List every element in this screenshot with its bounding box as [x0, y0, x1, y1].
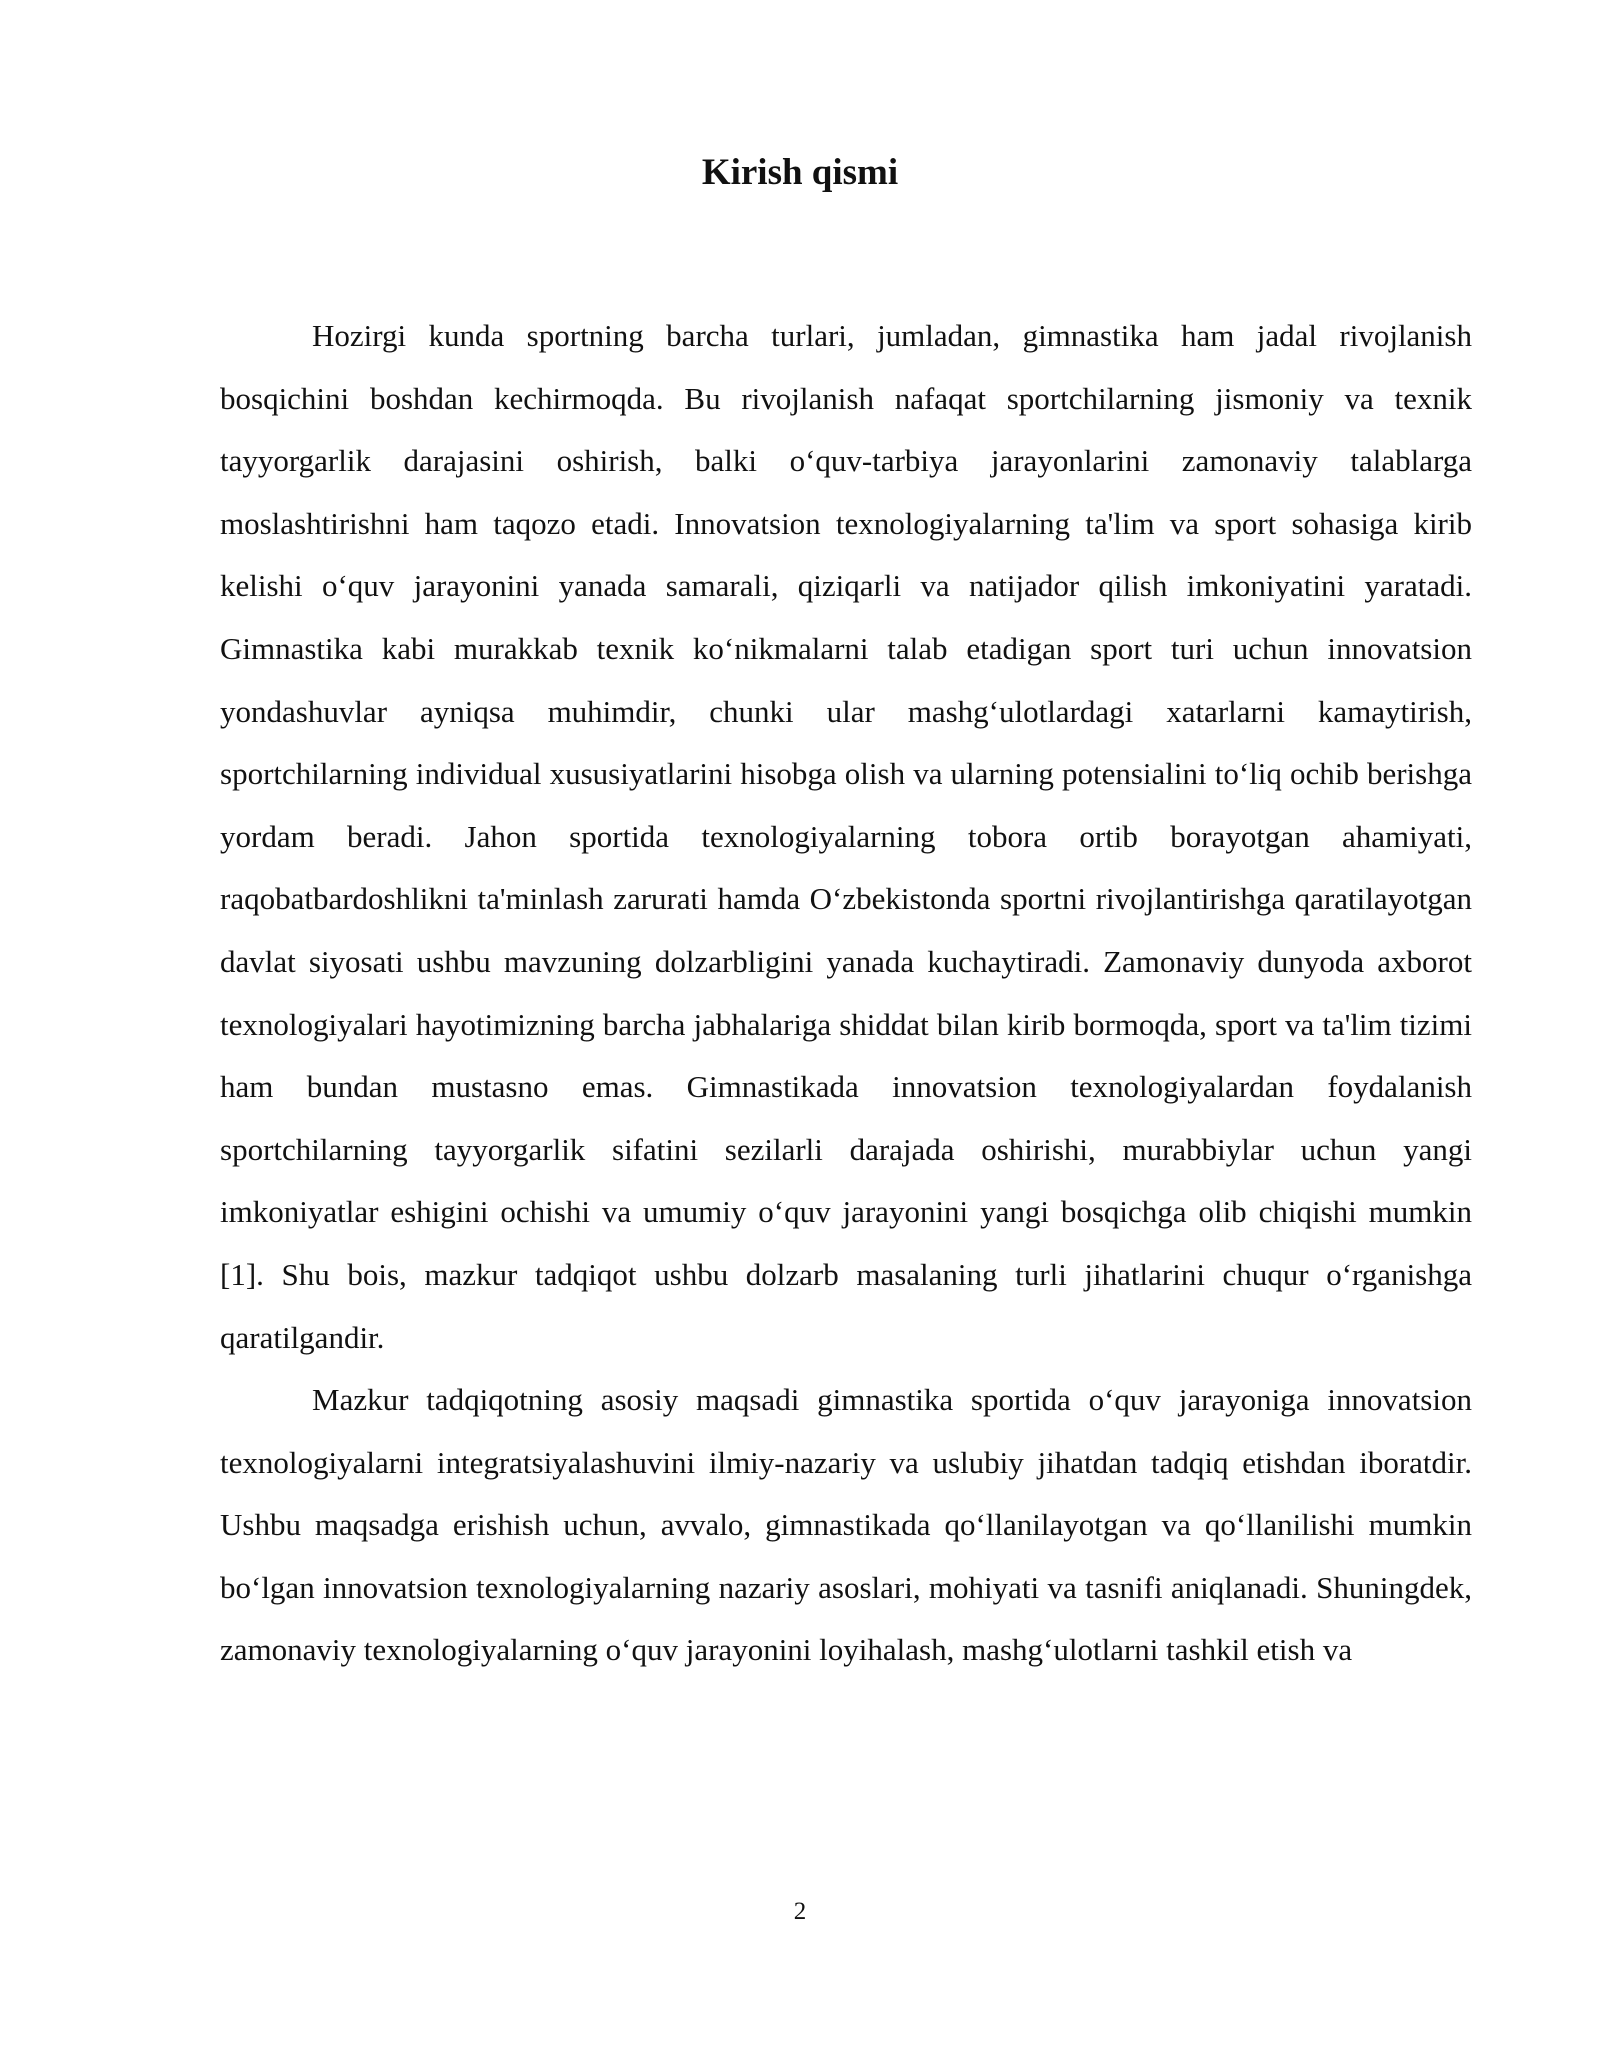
- page-number: 2: [793, 1898, 807, 1925]
- paragraph-goal: Mazkur tadqiqotning asosiy maqsadi gimnastika sportida o‘quv jarayoniga innovatsion texnologiyalarni integratsiyalashuvini ilmiy-nazariy va uslubiy jihatdan tadqiq etishdan iboratdir. Ushbu maqsadga erishish uchun, avvalo, gimnastikada qo‘llanilayotgan va qo‘llanilishi mumkin bo‘lgan innovatsion texnologiyalarning nazariy asoslari, mohiyati va tasnifi aniqlanadi. Shuningdek, zamonaviy texnologiyalarning o‘quv jarayonini loyihalash, mashg‘ulotlarni tashkil etish va: [220, 1382, 1472, 1668]
- paragraph-intro: Hozirgi kunda sportning barcha turlari, jumladan, gimnastika ham jadal rivojlanish bosqichini boshdan kechirmoqda. Bu rivojlanish nafaqat sportchilarning jismoniy va texnik tayyorgarlik darajasini oshirish, balki o‘quv-tarbiya jarayonlarini zamonaviy talablarga moslashtirishni ham taqozo etadi. Innovatsion texnologiyalarning ta'lim va sport sohasiga kirib kelishi o‘quv jarayonini yanada samarali, qiziqarli va natijador qilish imkoniyatini yaratadi. Gimnastika kabi murakkab texnik ko‘nikmalarni talab etadigan sport turi uchun innovatsion yondashuvlar ayniqsa muhimdir, chunki ular mashg‘ulotlardagi xatarlarni kamaytirish, sportchilarning individual xususiyatlarini hisobga olish va ularning potensialini to‘liq ochib berishga yordam beradi. Jahon sportida texnologiyalarning tobora ortib borayotgan ahamiyati, raqobatbardoshlikni ta'minlash zarurati hamda O‘zbekistonda sportni rivojlantirishga qaratilayotgan davlat siyosati ushbu mavzuning dolzarbligini yanada kuchaytiradi. Zamonaviy dunyoda axborot texnologiyalari hayotimizning barcha jabhalariga shiddat bilan kirib bormoqda, sport va ta'lim tizimi ham bundan mustasno emas. Gimnastikada innovatsion texnologiyalardan foydalanish sportchilarning tayyorgarlik sifatini sezilarli darajada oshirishi, murabbiylar uchun yangi imkoniyatlar eshigini ochishi va umumiy o‘quv jarayonini yangi bosqichga olib chiqishi mumkin [1]. Shu bois, mazkur tadqiqot ushbu dolzarb masalaning turli jihatlarini chuqur o‘rganishga qaratilgandir.: [220, 318, 1472, 1355]
- body-text: [220, 305, 1472, 1682]
- section-title: Kirish qismi: [701, 152, 899, 193]
